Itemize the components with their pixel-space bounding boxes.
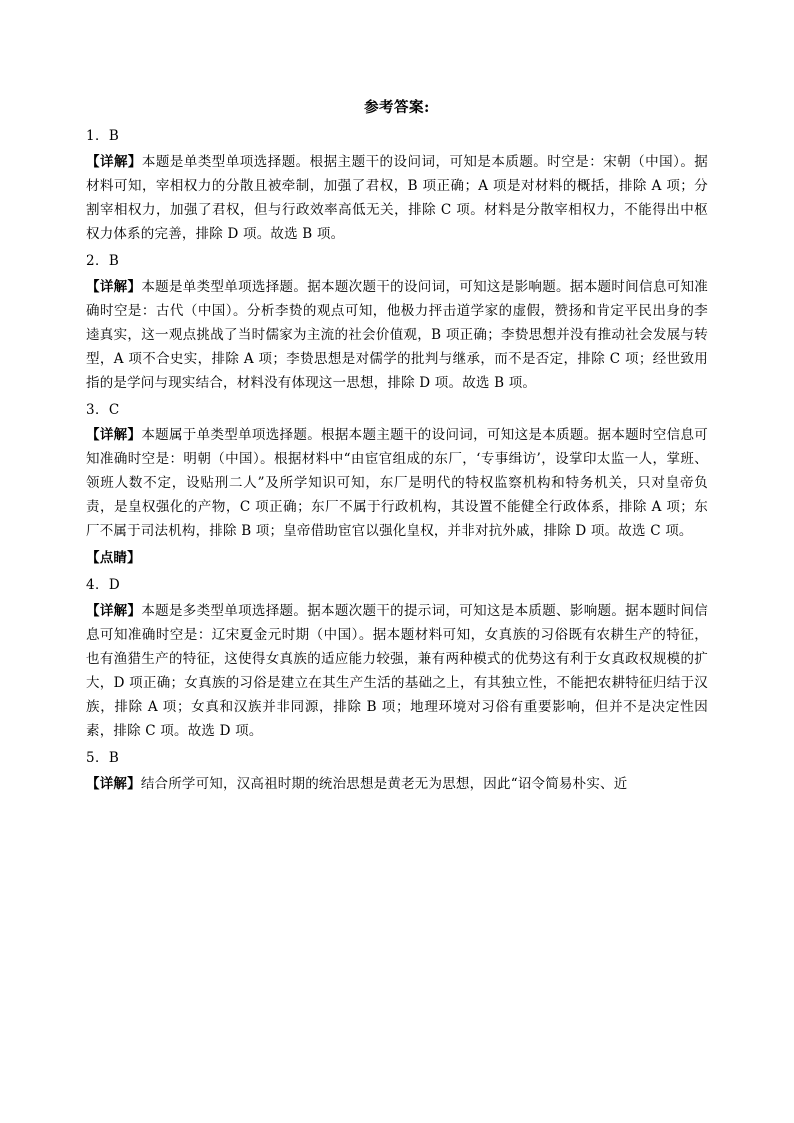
- answer-number: 5．B: [86, 750, 120, 767]
- answer-number: 2．B: [86, 252, 120, 269]
- key-point-label: 【点睛】: [86, 550, 141, 567]
- answer-explanation: [86, 423, 708, 543]
- answer-number: 4．D: [86, 577, 121, 594]
- explanation-label: 【详解】: [86, 153, 142, 170]
- explanation-text: 本题属于单类型单项选择题。根据本题主题干的设问词，可知这是本质题。据本题时空信息可知准确时空是：明朝（中国）。根据材料中“由宦官组成的东厂，‘专事缉访’，设掌印太监一人，掌班、领班人数不定，设贴刑二人”及所学知识可知，东厂是明代的特权监察机构和特务机关，只对皇帝负责，是皇权强化的产物，C 项正确；东厂不属于行政机构，其设置不能健全行政体系，排除 A 项；东厂不属于司法机构，排除 B 项；皇帝借助宦官以强化皇权，并非对抗外戚，排除 D 项。故选 C 项。: [86, 427, 708, 540]
- answer-explanation: [86, 275, 708, 395]
- answer-explanation: [86, 772, 708, 796]
- explanation-label: 【详解】: [86, 278, 142, 295]
- answer-number: 1．B: [86, 128, 120, 145]
- explanation-text: 本题是多类型单项选择题。据本题次题干的提示词，可知这是本质题、影响题。据本题时间信息可知准确时空是：辽宋夏金元时期（中国）。据本题材料可知，女真族的习俗既有农耕生产的特征，也有渔猎生产的特征，这使得女真族的适应能力较强，兼有两种模式的优势这有利于女真政权规模的扩大，D 项正确；女真族的习俗是建立在其生产生活的基础之上，有其独立性，不能把农耕特征归结于汉族，排除 A 项；女真和汉族并非同源，排除 B 项；地理环境对习俗有重要影响，但并不是决定性因素，排除 C 项。故选 D 项。: [86, 602, 708, 739]
- answer-explanation: [86, 599, 708, 743]
- answer-number: 3．C: [86, 401, 120, 418]
- explanation-text: 本题是单类型单项选择题。据本题次题干的设问词，可知这是影响题。据本题时间信息可知准确时空是：古代（中国）。分析李贽的观点可知，他极力抨击道学家的虚假，赞扬和肯定平民出身的李逵真实，这一观点挑战了当时儒家为主流的社会价值观，B 项正确；李贽思想并没有推动社会发展与转型，A 项不合史实，排除 A 项；李贽思想是对儒学的批判与继承，而不是否定，排除 C 项；经世致用指的是学问与现实结合，材料没有体现这一思想，排除 D 项。故选 B 项。: [86, 278, 708, 391]
- explanation-text: 结合所学可知，汉高祖时期的统治思想是黄老无为思想，因此“诏令简易朴实、近: [140, 775, 628, 792]
- explanation-label: 【详解】: [86, 427, 142, 444]
- explanation-text: 本题是单类型单项选择题。根据主题干的设问词，可知是本质题。时空是：宋朝（中国）。据材料可知，宰相权力的分散且被牵制，加强了君权，B 项正确；A 项是对材料的概括，排除 A 项；分割宰相权力，加强了君权，但与行政效率高低无关，排除 C 项。材料是分散宰相权力，不能得出中枢权力体系的完善，排除 D 项。故选 B 项。: [86, 153, 708, 242]
- explanation-label: 【详解】: [86, 602, 142, 619]
- page-title: 参考答案:: [364, 99, 430, 116]
- answer-explanation: [86, 150, 708, 246]
- explanation-label: 【详解】: [86, 775, 141, 792]
